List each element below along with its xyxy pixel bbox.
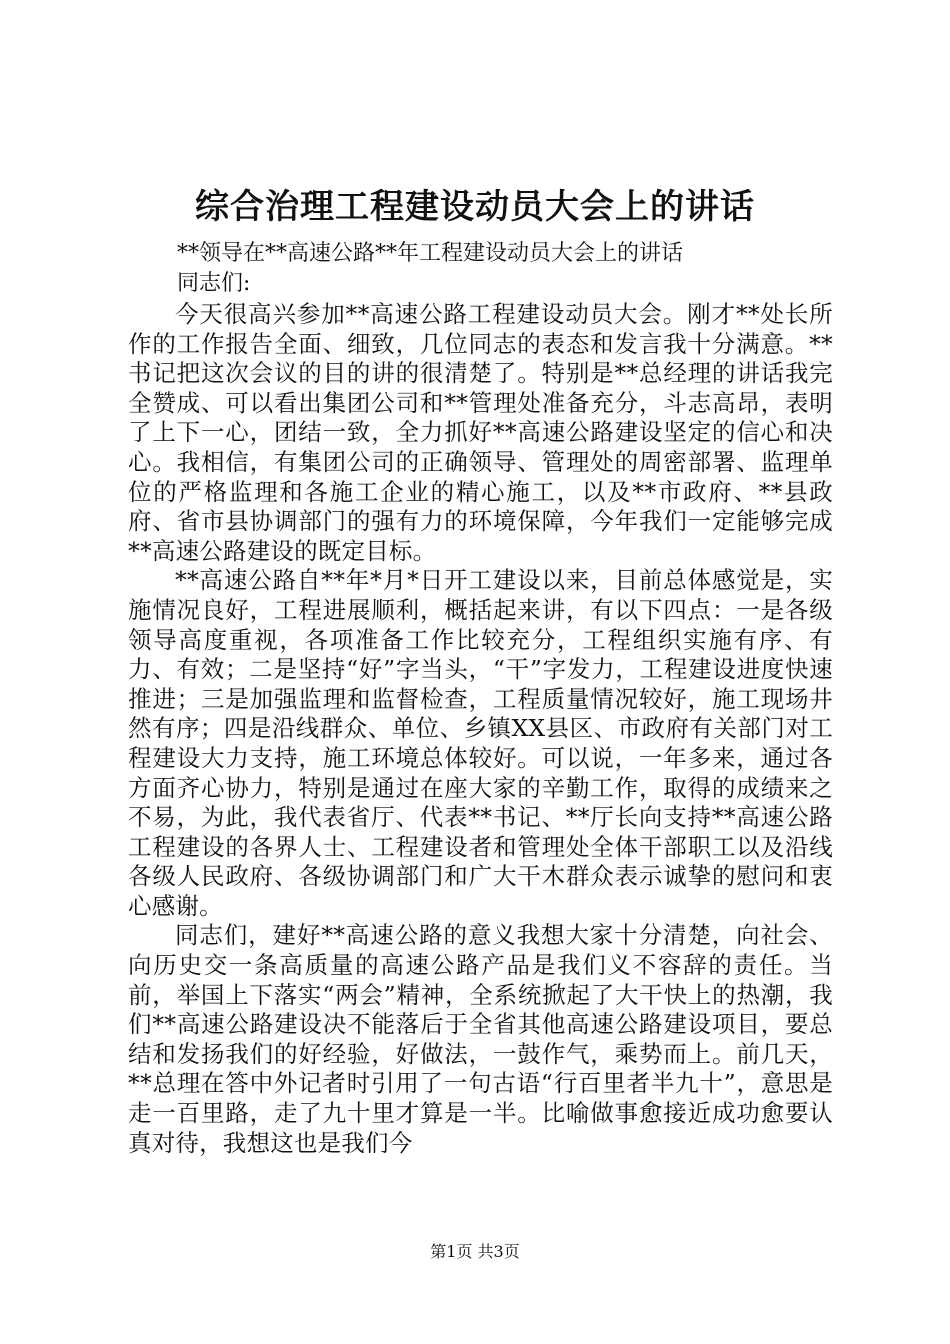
page-title: 综合治理工程建设动员大会上的讲话	[195, 187, 755, 227]
page-number: 第1页 共3页	[430, 1242, 520, 1261]
body-paragraph: 同志们，建好**高速公路的意义我想大家十分清楚，向社会、向历史交一条高质量的高速公路产品是我们义不容辞的责任。当前，举国上下落实“两会”精神，全系统掀起了大干快上的热潮，我们**高速公路建设决不能落后于全省其他高速公路建设项目，要总结和发扬我们的好经验，好做法，一鼓作气，乘势而上。前几天，**总理在答中外记者时引用了一句古语“行百里者半九十”，意思是走一百里路，走了九十里才算是一半。比喻做事愈接近成功愈要认真对待，我想这也是我们今	[128, 921, 833, 1157]
speech-subtitle: **领导在**高速公路**年工程建设动员大会上的讲话	[177, 241, 684, 266]
body-paragraph: 今天很高兴参加**高速公路工程建设动员大会。刚才**处长所作的工作报告全面、细致，几位同志的表态和发言我十分满意。**书记把这次会议的目的讲的很清楚了。特别是**总经理的讲话我完全赞成、可以看出集团公司和**管理处准备充分，斗志高昂，表明了上下一心，团结一致，全力抓好**高速公路建设坚定的信心和决心。我相信，有集团公司的正确领导、管理处的周密部署、监理单位的严格监理和各施工企业的精心施工，以及**市政府、**县政府、省市县协调部门的强有力的环境保障，今年我们一定能够完成**高速公路建设的既定目标。	[128, 300, 833, 565]
salutation: 同志们:	[177, 271, 251, 296]
body-paragraph: **高速公路自**年*月*日开工建设以来，目前总体感觉是，实施情况良好，工程进展顺利，概括起来讲，有以下四点：一是各级领导高度重视，各项准备工作比较充分，工程组织实施有序、有力、有效；二是坚持“好”字当头，“干”字发力，工程建设进度快速推进；三是加强监理和监督检查，工程质量情况较好，施工现场井然有序；四是沿线群众、单位、乡镇XX县区、市政府有关部门对工程建设大力支持，施工环境总体较好。可以说，一年多来，通过各方面齐心协力，特别是通过在座大家的辛勤工作，取得的成绩来之不易，为此，我代表省厅、代表**书记、**厅长向支持**高速公路工程建设的各界人士、工程建设者和管理处全体干部职工以及沿线各级人民政府、各级协调部门和广大干木群众表示诚挚的慰问和衷心感谢。	[128, 566, 833, 920]
speech-body	[128, 300, 833, 1158]
